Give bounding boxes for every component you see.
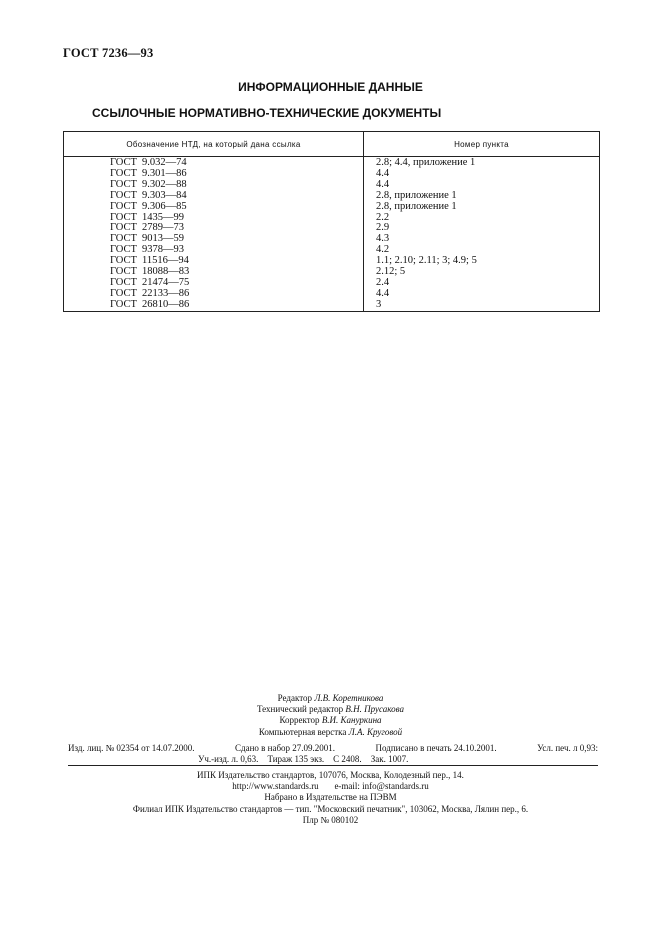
table-row-document: ГОСТ 9013—59: [110, 233, 184, 245]
contact-line: http://www.standards.ru e-mail: info@standards.ru: [232, 781, 429, 792]
table-row-clause: 2.9: [376, 222, 390, 234]
table-row-document: ГОСТ 26810—86: [110, 298, 190, 310]
section-title: ИНФОРМАЦИОННЫЕ ДАННЫЕ: [238, 80, 423, 94]
clause-list: [376, 158, 477, 311]
table-row-clause: 2.8, приложение 1: [376, 189, 457, 201]
print-sheets: Усл. печ. л 0,93:: [537, 743, 598, 753]
table-row-document: ГОСТ 9.032—74: [110, 157, 187, 168]
publisher-address: ИПК Издательство стандартов, 107076, Москва, Колодезный пер., 14.: [197, 770, 464, 780]
table-row-document: ГОСТ 9.306—85: [110, 200, 187, 212]
table-row-document: ГОСТ 22133—86: [110, 287, 190, 299]
corrector-line: Корректор В.И. Кануркина: [279, 715, 382, 726]
table-row-clause: 3: [376, 298, 382, 310]
credits-block: [0, 693, 661, 738]
table-row-clause: 2.8; 4.4, приложение 1: [376, 157, 476, 168]
document-code: ГОСТ 7236—93: [63, 46, 154, 60]
publication-row: [68, 743, 598, 754]
footer-divider: [68, 765, 598, 766]
table-row-clause: 4.2: [376, 244, 390, 256]
table-column-divider: [363, 132, 364, 311]
table-row-document: ГОСТ 1435—99: [110, 211, 184, 223]
layout-line: Компьютерная верстка Л.А. Круговой: [258, 726, 403, 737]
table-row-clause: 1.1; 2.10; 2.11; 3; 4.9; 5: [376, 255, 477, 267]
table-row-clause: 2.2: [376, 211, 390, 223]
table-row-clause: 2.4: [376, 276, 390, 288]
table-row-document: ГОСТ 9378—93: [110, 244, 184, 256]
publication-info: [68, 743, 598, 765]
table-row-clause: 4.3: [376, 233, 390, 245]
document-list: [110, 158, 189, 311]
sign-date: Подписано в печать 24.10.2001.: [375, 743, 497, 753]
table-header-clause: Номер пункта: [454, 140, 509, 149]
table-row-document: ГОСТ 9.301—86: [110, 167, 187, 179]
table-header-document: Обозначение НТД, на который дана ссылка: [126, 140, 301, 149]
tech-editor-line: Технический редактор В.Н. Прусакова: [256, 704, 405, 715]
table-row-document: ГОСТ 9.303—84: [110, 189, 187, 201]
references-table: [63, 131, 600, 312]
editor-line: Редактор Л.В. Коретникова: [277, 693, 384, 703]
license-plr: Плр № 080102: [302, 814, 359, 825]
table-row-document: ГОСТ 21474—75: [110, 276, 190, 288]
table-row-clause: 4.4: [376, 287, 390, 299]
references-title: ССЫЛОЧНЫЕ НОРМАТИВНО-ТЕХНИЧЕСКИЕ ДОКУМЕНТЫ: [92, 106, 442, 120]
set-date: Сдано в набор 27.09.2001.: [235, 743, 336, 753]
branch-address: Филиал ИПК Издательство стандартов — тип. "Московский печатник", 103062, Москва, Лялин пер., 6.: [132, 803, 529, 814]
table-row-document: ГОСТ 2789—73: [110, 222, 184, 234]
license-number: Изд. лиц. № 02354 от 14.07.2000.: [68, 743, 195, 753]
table-row-clause: 2.12; 5: [376, 266, 406, 278]
table-row-document: ГОСТ 18088—83: [110, 266, 190, 278]
typeset-note: Набрано в Издательстве на ПЭВМ: [264, 792, 397, 803]
printer-info: [0, 770, 661, 826]
table-row-clause: 4.4: [376, 167, 390, 179]
table-row-document: ГОСТ 11516—94: [110, 255, 189, 267]
publication-row-2: Уч.-изд. л. 0,63. Тираж 135 экз. С 2408. Зак. 1007.: [198, 754, 409, 764]
table-row-clause: 4.4: [376, 178, 390, 190]
table-row-document: ГОСТ 9.302—88: [110, 178, 187, 190]
table-row-clause: 2.8, приложение 1: [376, 200, 457, 212]
